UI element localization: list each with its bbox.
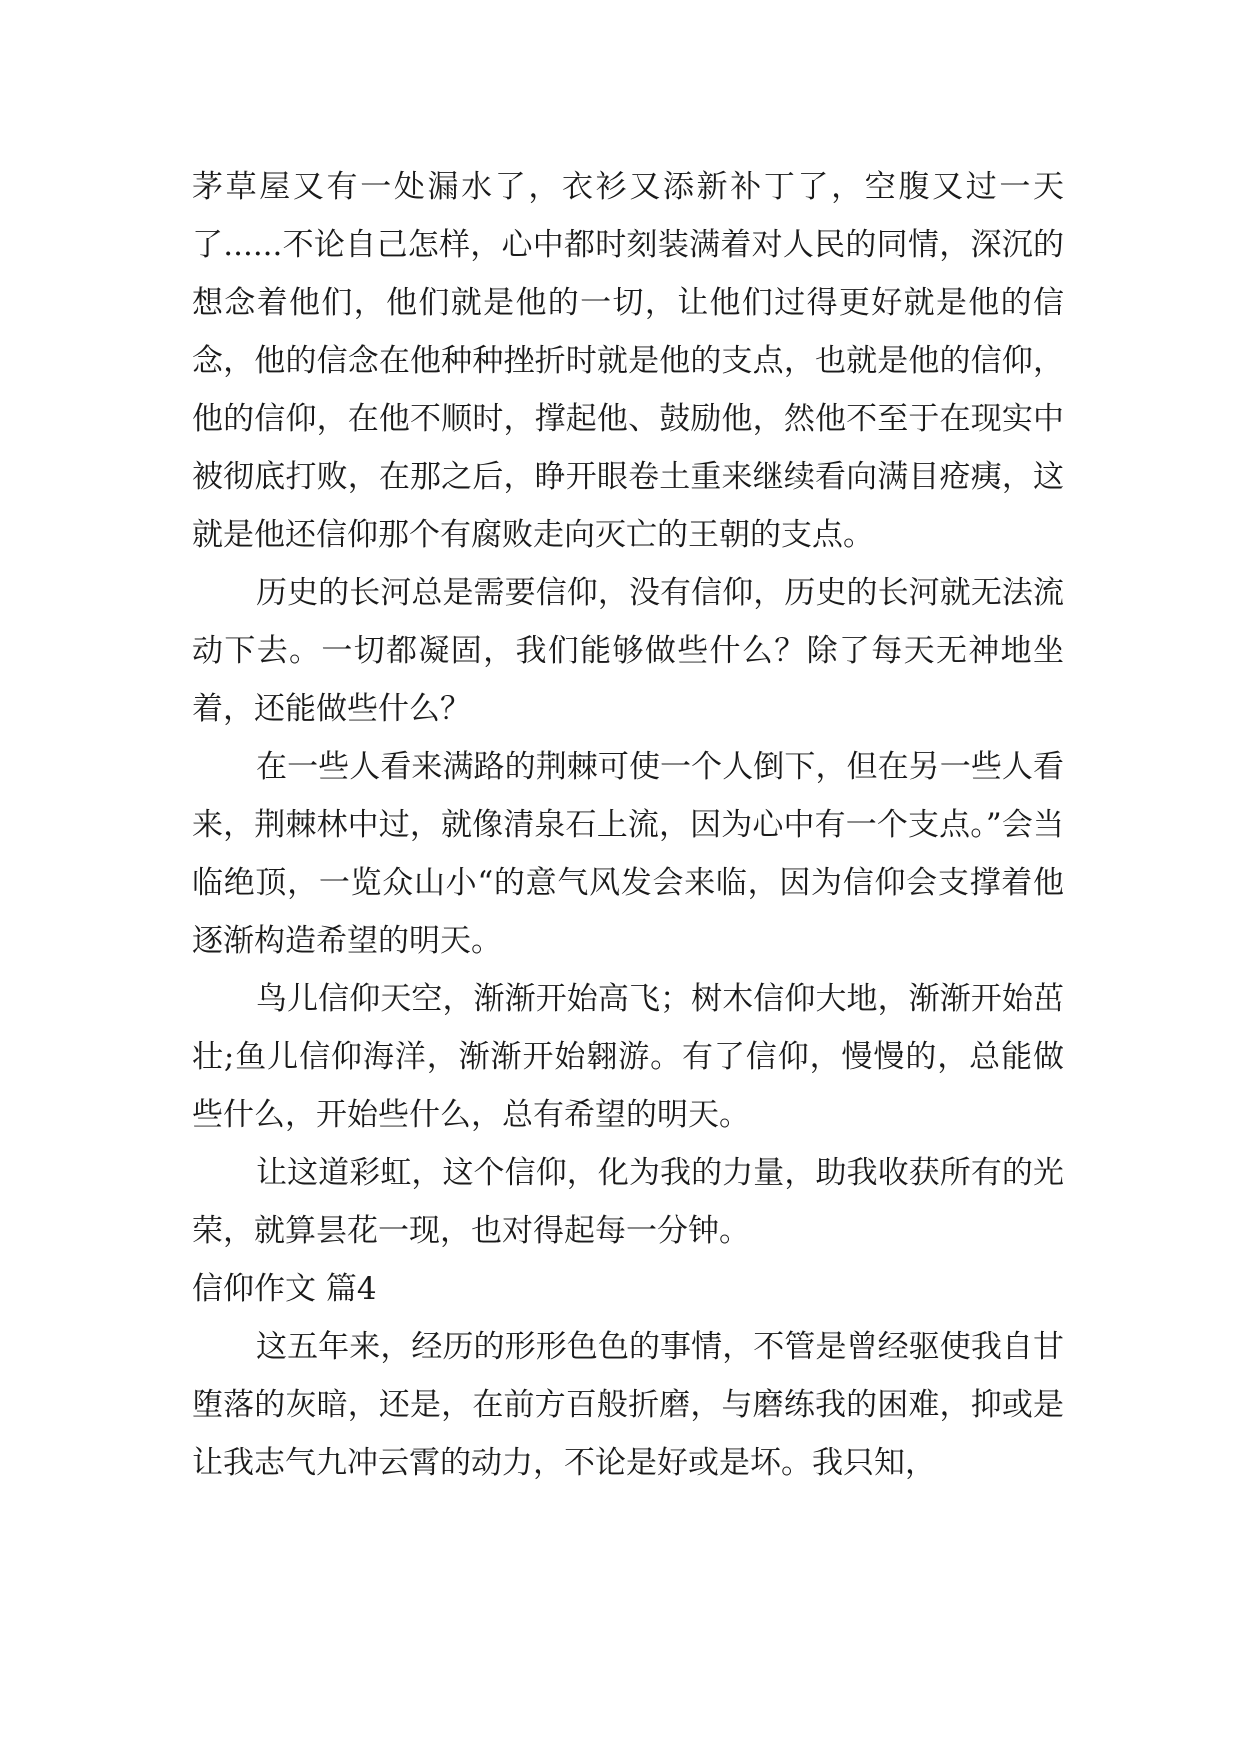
paragraph-five-years: 这五年来，经历的形形色色的事情，不管是曾经驱使我自甘堕落的灰暗，还是，在前方百般折磨，与磨练我的困难，抑或是让我志气九冲云霄的动力，不论是好或是坏。我只知， xyxy=(192,1329,1064,1481)
paragraph-history: 历史的长河总是需要信仰，没有信仰，历史的长河就无法流动下去。一切都凝固，我们能够做些什么？除了每天无神地坐着，还能做些什么？ xyxy=(192,575,1064,727)
paragraph-continuation: 茅草屋又有一处漏水了，衣衫又添新补丁了，空腹又过一天了......不论自己怎样，心中都时刻装满着对人民的同情，深沉的想念着他们，他们就是他的一切，让他们过得更好就是他的信念，他的信念在他种种挫折时就是他的支点，也就是他的信仰，他的信仰，在他不顺时，撑起他、鼓励他，然他不至于在现实中被彻底打败，在那之后，睁开眼卷土重来继续看向满目疮痍，这就是他还信仰那个有腐败走向灭亡的王朝的支点。 xyxy=(192,169,1064,553)
paragraph-thorns: 在一些人看来满路的荆棘可使一个人倒下，但在另一些人看来，荆棘林中过，就像清泉石上流，因为心中有一个支点。”会当临绝顶，一览众山小“的意气风发会来临，因为信仰会支撑着他逐渐构造希望的明天。 xyxy=(192,749,1064,959)
document-page xyxy=(192,158,1064,1492)
section-heading: 信仰作文 篇4 xyxy=(192,1271,377,1307)
paragraph-rainbow: 让这道彩虹，这个信仰，化为我的力量，助我收获所有的光荣，就算昙花一现，也对得起每一分钟。 xyxy=(192,1155,1064,1249)
paragraph-birds: 鸟儿信仰天空，渐渐开始高飞；树木信仰大地，渐渐开始茁壮;鱼儿信仰海洋，渐渐开始翱游。有了信仰，慢慢的，总能做些什么，开始些什么，总有希望的明天。 xyxy=(192,981,1064,1133)
